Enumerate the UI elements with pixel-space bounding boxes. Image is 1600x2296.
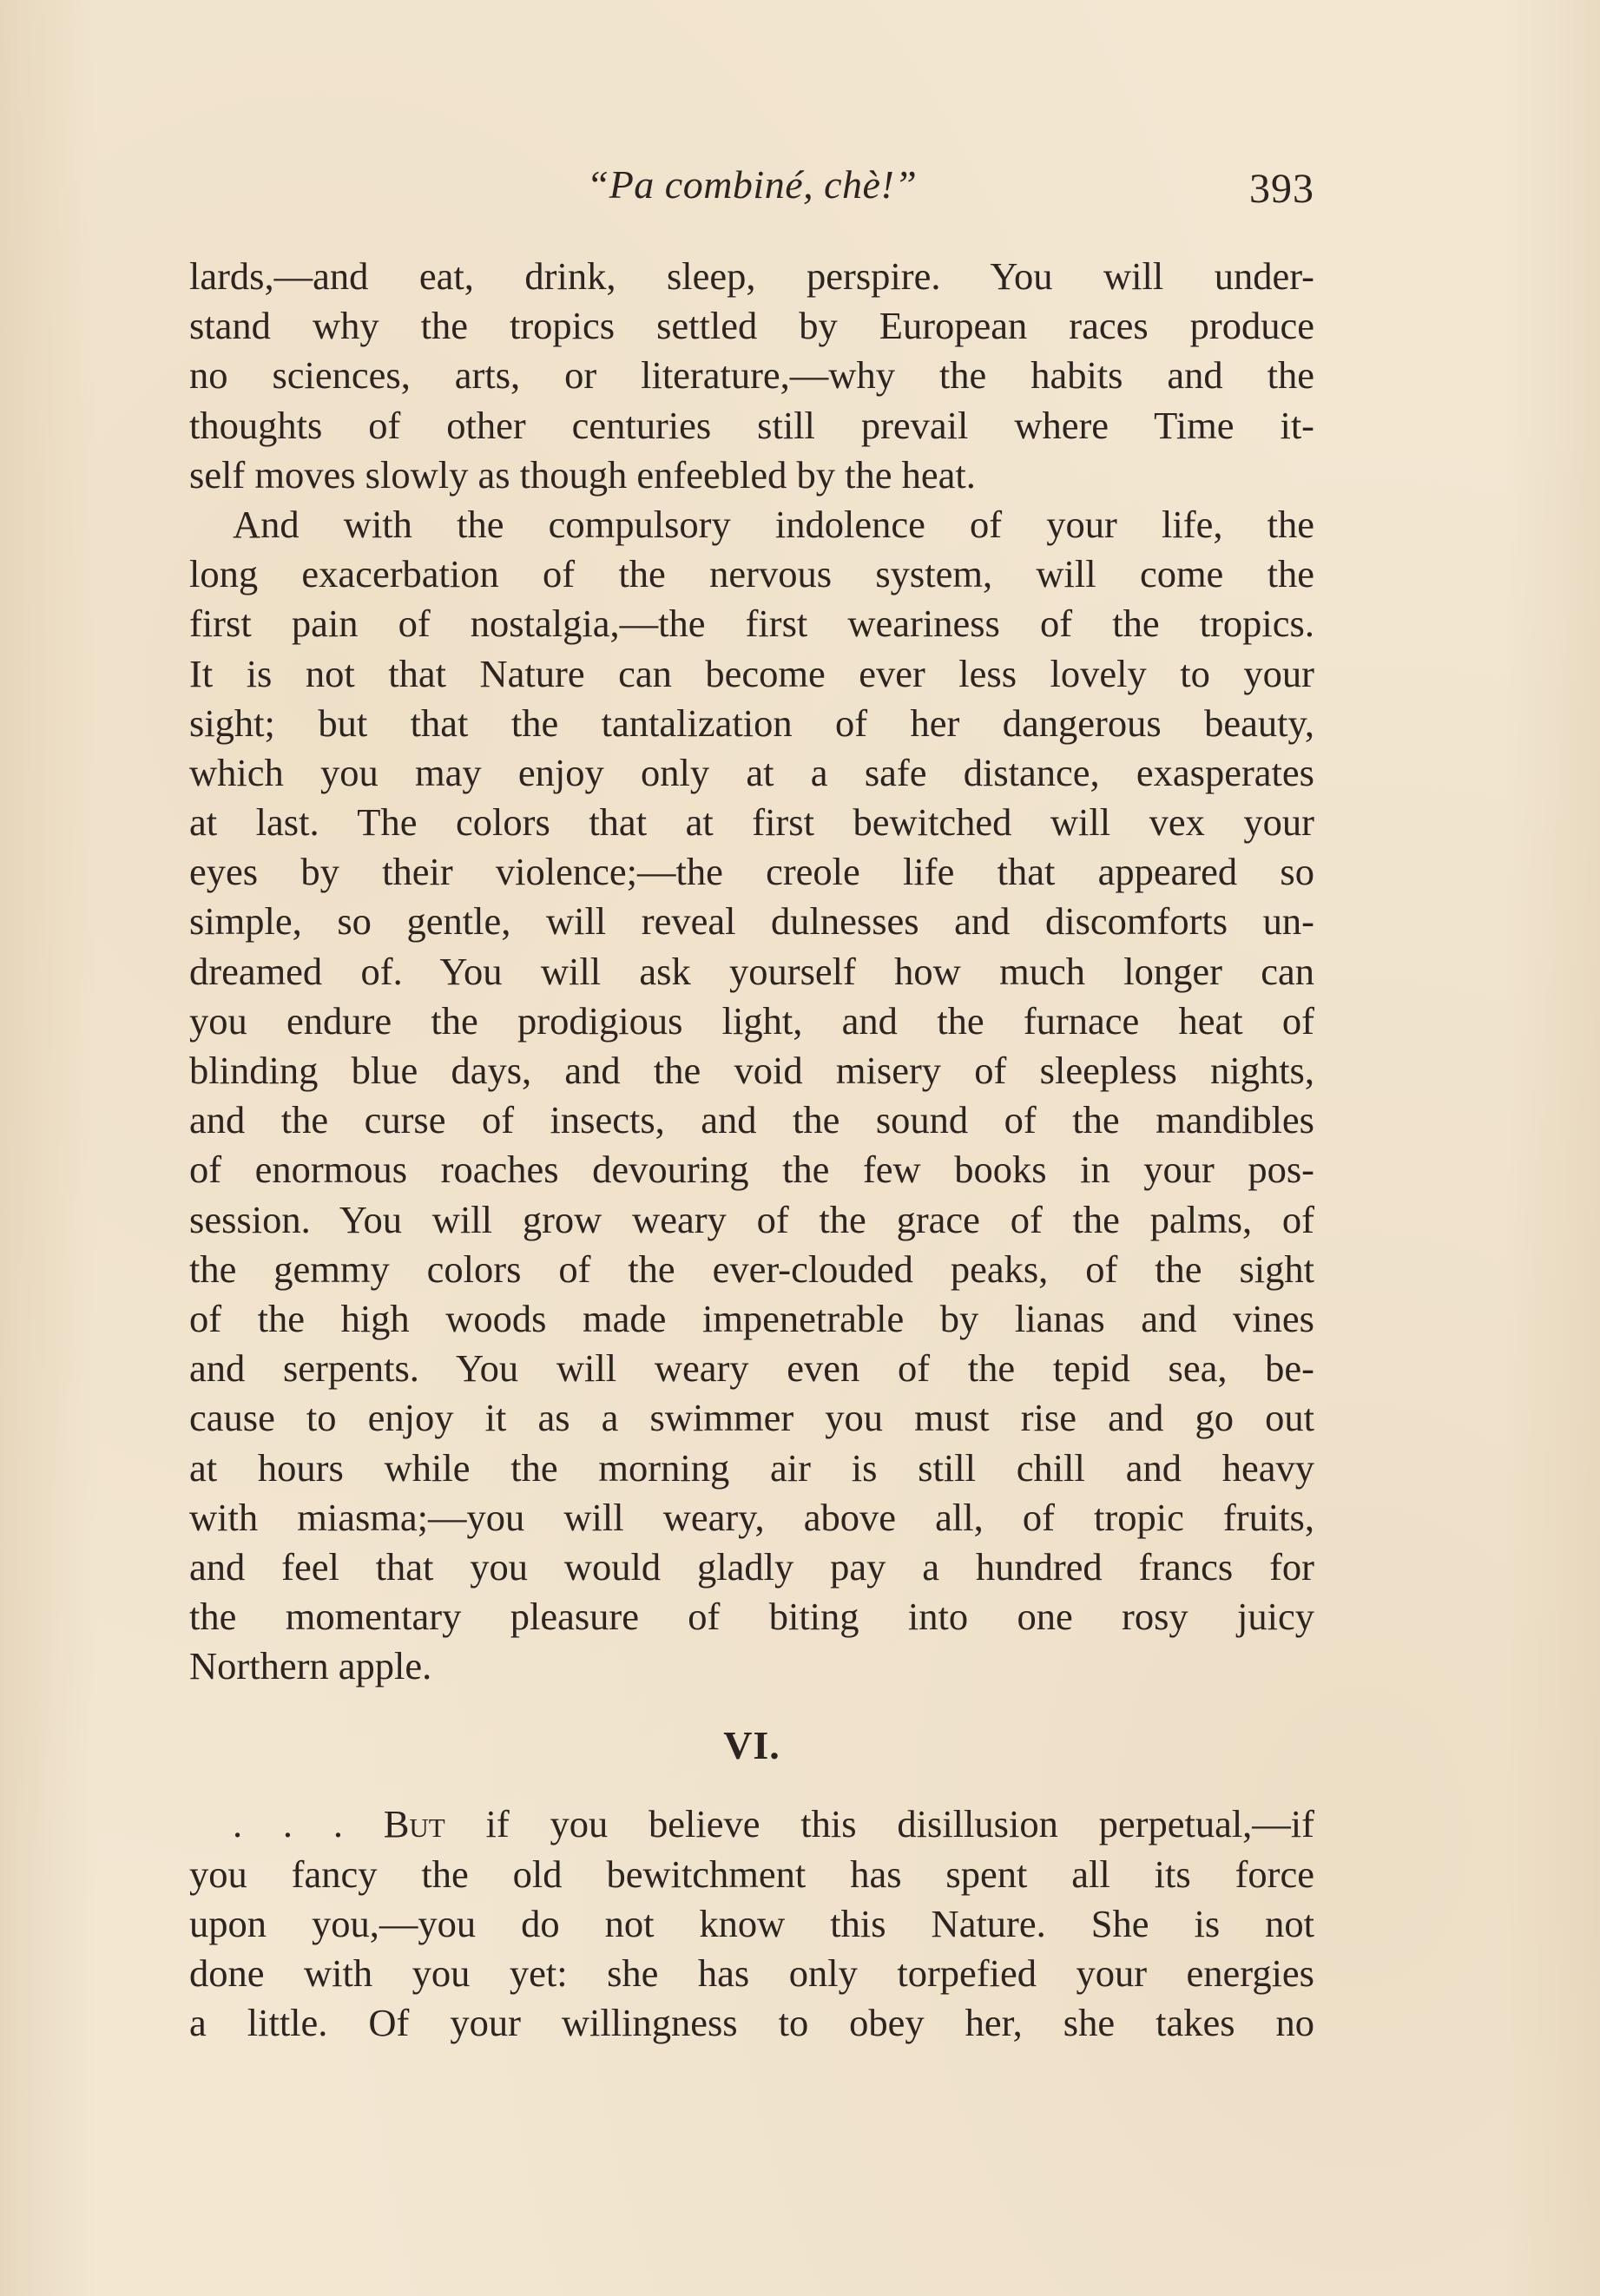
text-line: long exacerbation of the nervous system, will come the — [189, 552, 1314, 596]
text-line: upon you,—you do not know this Nature. She is not — [189, 1901, 1314, 1945]
text-line: Northern apple. — [189, 1644, 432, 1688]
text-line: session. You will grow weary of the grace of the palms, of — [189, 1197, 1314, 1241]
text-line: It is not that Nature can become ever less lovely to your — [189, 651, 1314, 695]
paragraph-3 — [189, 1799, 1314, 2048]
text-line: a little. Of your willingness to obey her, she takes no — [189, 2001, 1314, 2045]
text-line: simple, so gentle, will reveal dulnesses and discomforts un- — [189, 899, 1314, 944]
text-line: at hours while the morning air is still chill and heavy — [189, 1445, 1314, 1490]
text-line: sight; but that the tantalization of her dangerous beauty, — [189, 701, 1314, 745]
text-line: cause to enjoy it as a swimmer you must rise and go out — [189, 1396, 1314, 1440]
text-line: you fancy the old bewitchment has spent all its force — [189, 1852, 1314, 1896]
text-line: the gemmy colors of the ever-clouded peaks, of the sight — [189, 1247, 1314, 1291]
text-line: done with you yet: she has only torpefied your energies — [189, 1951, 1314, 1995]
text-line: dreamed of. You will ask yourself how much longer can — [189, 949, 1314, 993]
paragraph-2 — [189, 500, 1314, 1692]
text-line: and serpents. You will weary even of the tepid sea, be- — [189, 1346, 1314, 1391]
text-line: lards,—and eat, drink, sleep, perspire. You will under- — [189, 254, 1314, 298]
text-line: no sciences, arts, or literature,—why the habits and the — [189, 353, 1314, 398]
text-line: stand why the tropics settled by European races produce — [189, 304, 1314, 348]
text-line: self moves slowly as though enfeebled by the heat. — [189, 452, 976, 497]
running-head — [189, 161, 1314, 231]
text-line: with miasma;—you will weary, above all, of tropic fruits, — [189, 1495, 1314, 1539]
text-line: of the high woods made impenetrable by lianas and vines — [189, 1296, 1314, 1340]
text-line: eyes by their violence;—the creole life that appeared so — [189, 850, 1314, 894]
text-line: first pain of nostalgia,—the first weariness of the tropics. — [189, 602, 1314, 646]
page-number: 393 — [1249, 166, 1314, 212]
text-line: and the curse of insects, and the sound of the mandibles — [189, 1098, 1314, 1142]
text-line: you endure the prodigious light, and the furnace heat of — [189, 998, 1314, 1043]
running-title: “Pa combiné, chè!” — [586, 162, 918, 207]
body-text — [189, 252, 1314, 2048]
lead-in-ellipsis: . . . — [233, 1802, 384, 1846]
text-line: which you may enjoy only at a safe distance, exasperates — [189, 750, 1314, 794]
paragraph-1 — [189, 252, 1314, 500]
section-heading: VI. — [723, 1723, 780, 1768]
text-line: blinding blue days, and the void misery of sleepless nights, — [189, 1049, 1314, 1092]
text-line: the momentary pleasure of biting into one rosy juicy — [189, 1595, 1314, 1639]
lead-word: But — [383, 1802, 445, 1846]
first-line-rest: if you believe this disillusion perpetual,—if — [444, 1802, 1314, 1846]
text-line: and feel that you would gladly pay a hundred francs for — [189, 1544, 1314, 1589]
text-line: at last. The colors that at first bewitched will vex your — [189, 800, 1314, 845]
text-line: And with the compulsory indolence of your life, the — [233, 502, 1314, 546]
text-line: thoughts of other centuries still prevail where Time it- — [189, 403, 1314, 447]
text-line-first — [189, 1799, 1314, 1849]
text-line: of enormous roaches devouring the few books in your pos- — [189, 1148, 1314, 1192]
